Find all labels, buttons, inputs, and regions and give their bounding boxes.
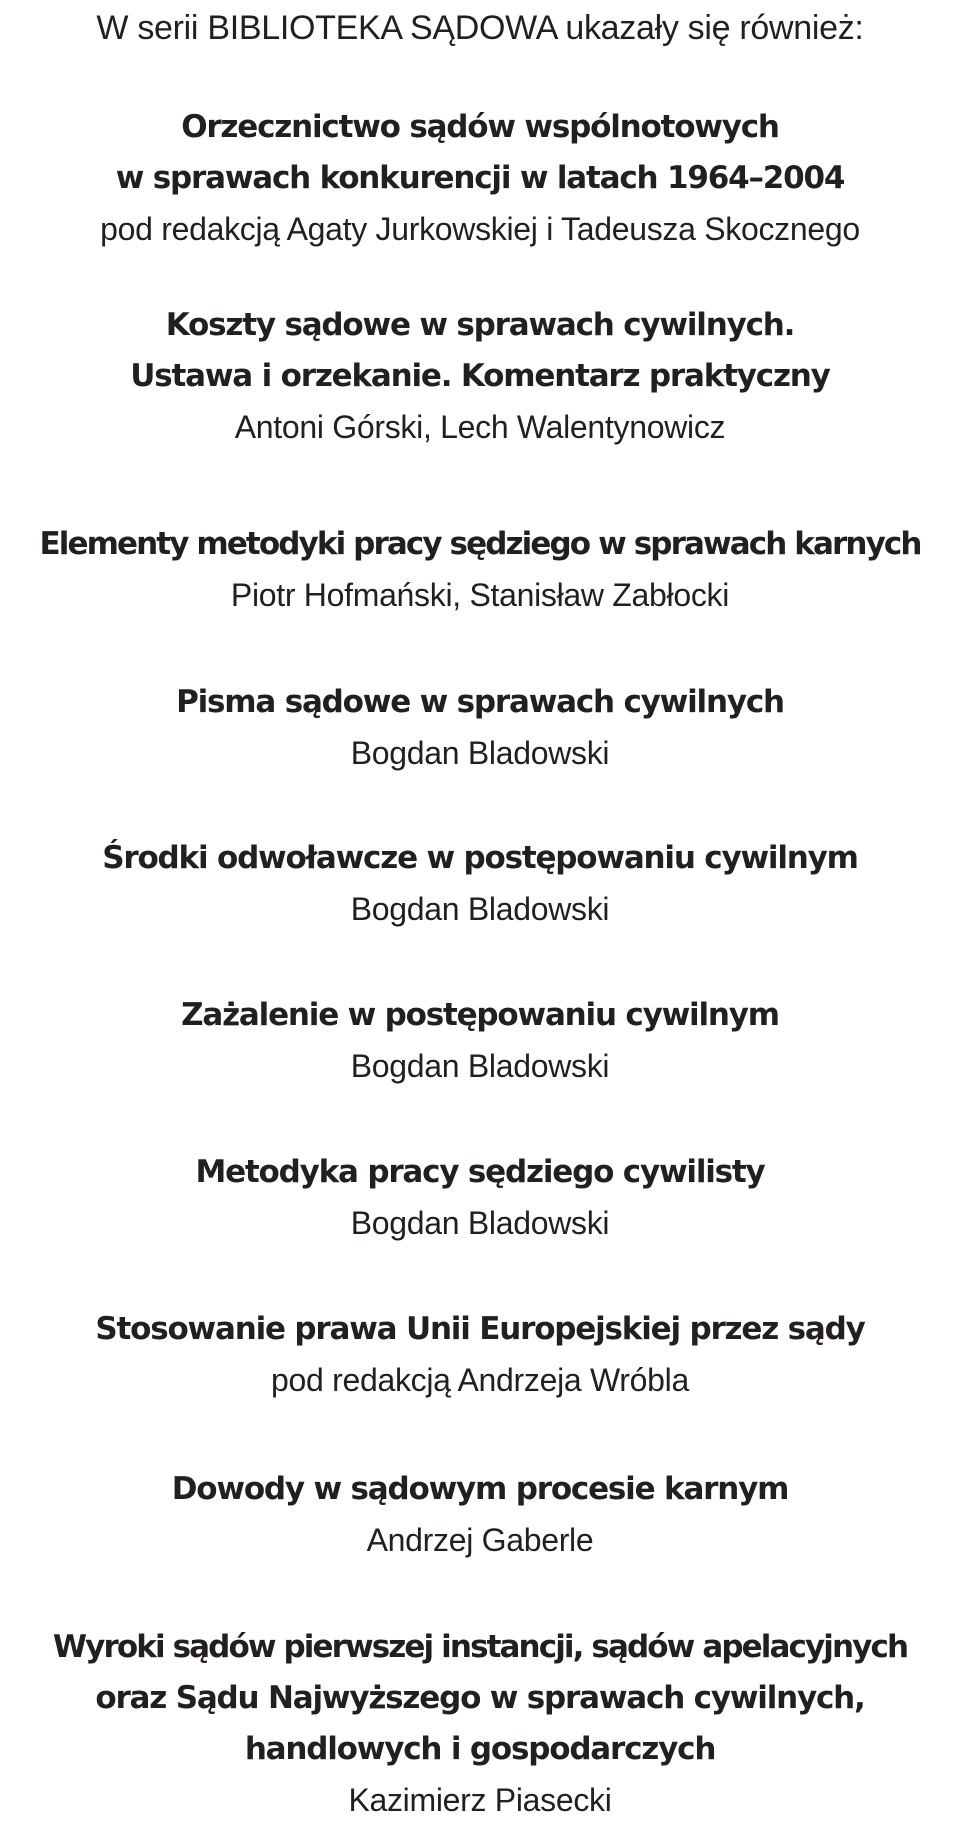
- book-title-line: Wyroki sądów pierwszej instancji, sądów apelacyjnych: [52, 1629, 908, 1665]
- book-title-line: Elementy metodyki pracy sędziego w sprawach karnych: [39, 526, 921, 562]
- book-author: pod redakcją Andrzeja Wróbla: [271, 1362, 689, 1398]
- book-title-line: Orzecznictwo sądów wspólnotowych: [181, 109, 779, 145]
- book-title-line: Pisma sądowe w sprawach cywilnych: [176, 684, 784, 720]
- book-author: Bogdan Bladowski: [350, 1048, 610, 1084]
- book-title-line: Koszty sądowe w sprawach cywilnych.: [165, 307, 795, 343]
- book-author: Andrzej Gaberle: [366, 1522, 594, 1558]
- book-entry: [0, 990, 960, 1092]
- book-title-line: handlowych i gospodarczych: [244, 1731, 716, 1767]
- book-entry: [0, 677, 960, 779]
- book-entry: [0, 1304, 960, 1406]
- book-author: Antoni Górski, Lech Walentynowicz: [234, 409, 726, 445]
- book-title-line: Środki odwoławcze w postępowaniu cywilnym: [102, 840, 858, 876]
- book-entry: [0, 1464, 960, 1566]
- book-title-line: w sprawach konkurencji w latach 1964–2004: [115, 160, 845, 196]
- book-author: Piotr Hofmański, Stanisław Zabłocki: [230, 577, 730, 613]
- book-entry: [0, 519, 960, 621]
- series-heading: W serii BIBLIOTEKA SĄDOWA ukazały się również:: [96, 9, 864, 47]
- book-entry: [0, 1622, 960, 1826]
- book-title-line: Ustawa i orzekanie. Komentarz praktyczny: [130, 358, 830, 394]
- book-title-line: Metodyka pracy sędziego cywilisty: [195, 1154, 765, 1190]
- book-entry: [0, 300, 960, 453]
- book-entry: [0, 833, 960, 935]
- book-title-line: oraz Sądu Najwyższego w sprawach cywilnych,: [95, 1680, 865, 1716]
- book-entry: [0, 1147, 960, 1249]
- book-title-line: Stosowanie prawa Unii Europejskiej przez sądy: [95, 1311, 865, 1347]
- book-author: Kazimierz Piasecki: [348, 1782, 612, 1818]
- book-title-line: Dowody w sądowym procesie karnym: [171, 1471, 789, 1507]
- book-title-line: Zażalenie w postępowaniu cywilnym: [181, 997, 779, 1033]
- book-entry: [0, 102, 960, 255]
- book-author: Bogdan Bladowski: [350, 891, 610, 927]
- book-author: pod redakcją Agaty Jurkowskiej i Tadeusza Skocznego: [100, 211, 860, 247]
- book-author: Bogdan Bladowski: [350, 1205, 610, 1241]
- book-author: Bogdan Bladowski: [350, 735, 610, 771]
